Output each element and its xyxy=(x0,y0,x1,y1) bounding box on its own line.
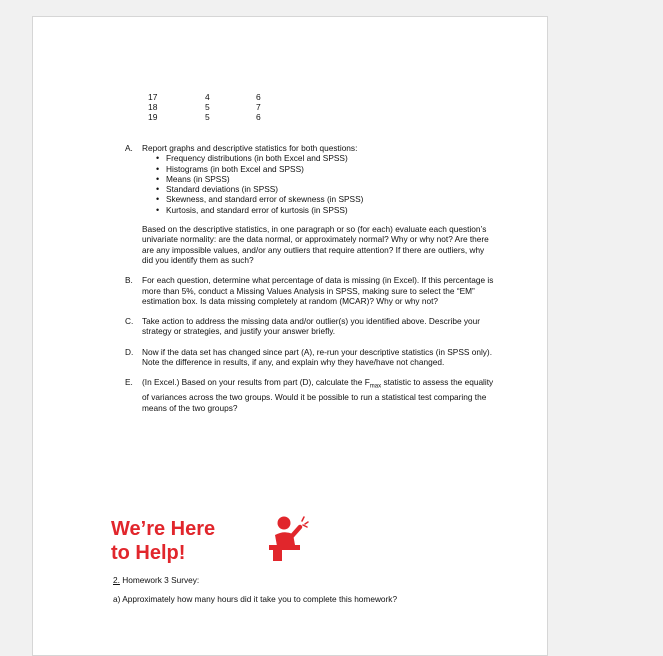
section-letter: E. xyxy=(125,377,133,388)
table-cell: 19 xyxy=(148,112,158,122)
section-e-before: (In Excel.) Based on your results from part (D), calculate the F xyxy=(142,377,370,388)
instructions-list xyxy=(125,143,495,423)
survey-title xyxy=(113,575,397,585)
section-a-intro: Report graphs and descriptive statistics for both questions: xyxy=(142,143,358,153)
section-letter: D. xyxy=(125,346,134,357)
table-cell: 6 xyxy=(256,92,261,102)
help-banner-line2: to Help! xyxy=(111,542,186,564)
list-item: • Histograms (in both Excel and SPSS) xyxy=(156,164,495,174)
list-item: • Means (in SPSS) xyxy=(156,174,495,184)
document-page xyxy=(32,16,548,656)
section-letter: A. xyxy=(125,143,133,153)
table-row xyxy=(148,112,308,122)
section-a-paragraph: Based on the descriptive statistics, in one paragraph or so (for each) evaluate each question’s univariate normality: are the data normal, or approximately normal? Why or why not? Are there are any impossible values, and/or any outliers that require attention? If there are outliers, why did you identify them as such? xyxy=(142,224,489,265)
person-at-desk-waving-icon xyxy=(267,515,309,563)
data-table xyxy=(148,92,308,122)
list-item: • Skewness, and standard error of skewness (in SPSS) xyxy=(156,194,495,204)
survey-block xyxy=(113,575,397,604)
list-item: • Kurtosis, and standard error of kurtosis (in SPSS) xyxy=(156,205,495,215)
section-e-after: statistic to assess the equality of variances across the two groups. Would it be possible to run a statistical test comparing the means of the two groups? xyxy=(142,377,494,413)
section-letter: C. xyxy=(125,316,134,327)
list-item: • Standard deviations (in SPSS) xyxy=(156,184,495,194)
table-cell: 5 xyxy=(205,112,210,122)
section-e xyxy=(125,377,495,413)
survey-title-text: Homework 3 Survey: xyxy=(119,575,200,585)
section-b-text: For each question, determine what percentage of data is missing (in Excel). If this percentage is more than 5%, conduct a Missing Values Analysis in SPSS, making sure to select the “EM” estimation box. Is data missing completely at random (MCAR)? Why or why not? xyxy=(142,275,494,306)
table-row xyxy=(148,92,308,102)
section-a-bullets xyxy=(156,153,495,215)
section-a xyxy=(125,143,495,265)
list-item: • Frequency distributions (in both Excel and SPSS) xyxy=(156,153,495,163)
help-banner-line1: We’re Here xyxy=(111,518,216,540)
section-d xyxy=(125,347,495,368)
section-c xyxy=(125,316,495,337)
help-banner[interactable] xyxy=(111,517,215,565)
section-e-text xyxy=(142,377,495,413)
table-cell: 4 xyxy=(205,92,210,102)
table-cell: 17 xyxy=(148,92,158,102)
table-cell: 6 xyxy=(256,112,261,122)
table-cell: 5 xyxy=(205,102,210,112)
table-cell: 18 xyxy=(148,102,158,112)
survey-number-link[interactable]: 2. xyxy=(113,575,120,585)
section-c-text: Take action to address the missing data and/or outlier(s) you identified above. Describe your strategy or strategies, and justify your answer briefly. xyxy=(142,316,481,337)
survey-question: a) Approximately how many hours did it take you to complete this homework? xyxy=(113,594,398,604)
section-b xyxy=(125,275,495,306)
table-cell: 7 xyxy=(256,102,261,112)
section-letter: B. xyxy=(125,275,133,286)
table-row xyxy=(148,102,308,112)
section-d-text: Now if the data set has changed since part (A), re-run your descriptive statistics (in SPSS only). Note the difference in results, if any, and explain why they have/have not changed. xyxy=(142,346,493,368)
fmax-subscript: max xyxy=(369,384,382,390)
